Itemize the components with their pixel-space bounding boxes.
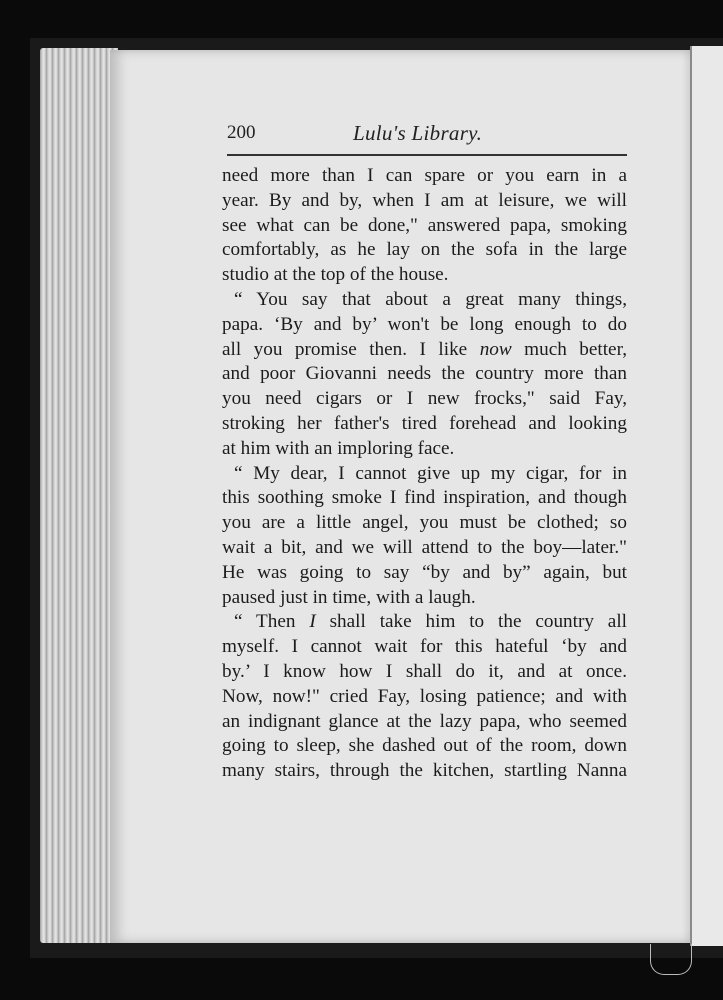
text-line: going to sleep, she dashed out of the room, down [222,735,627,757]
page-tab [650,944,692,975]
body-text [222,164,627,784]
text-line: comfortably, as he lay on the sofa in the large [222,239,627,261]
text-line: by.’ I know how I shall do it, and at once. [222,660,627,682]
page-header [227,122,627,152]
text-line: studio at the top of the house. [222,264,449,286]
text-line: papa. ‘By and by’ won't be long enough to do [222,313,627,335]
text-line: see what can be done," answered papa, smoking [222,214,627,236]
text-line: and poor Giovanni needs the country more than [222,363,627,385]
text-line: an indignant glance at the lazy papa, who seemed [222,710,627,732]
text-line: stroking her father's tired forehead and looking [222,412,627,434]
text-line: this soothing smoke I find inspiration, and though [222,487,627,509]
text-line: paused just in time, with a laugh. [222,586,476,608]
running-title: Lulu's Library. [353,121,483,145]
header-rule [227,154,627,156]
text-line: many stairs, through the kitchen, startling Nanna [222,760,627,782]
text-line: you are a little angel, you must be clothed; so [222,512,627,534]
text-line: at him with an imploring face. [222,437,455,459]
text-line: “ Then I shall take him to the country all [234,611,627,633]
text-line: you need cigars or I new frocks," said Fay, [222,388,627,410]
text-line: “ My dear, I cannot give up my cigar, for in [234,462,627,484]
text-line: He was going to say “by and by” again, but [222,561,627,583]
page-edges [40,48,118,943]
text-line: year. By and by, when I am at leisure, we will [222,189,627,211]
text-line: all you promise then. I like now much better, [222,338,627,360]
text-line: Now, now!" cried Fay, losing patience; and with [222,685,627,707]
text-line: “ You say that about a great many things, [234,288,627,310]
text-line: myself. I cannot wait for this hateful ‘by and [222,636,627,658]
text-line: wait a bit, and we will attend to the boy—later." [222,536,627,558]
facing-page-edge [690,46,723,946]
text-line: need more than I can spare or you earn in a [222,165,627,186]
page-number: 200 [227,122,256,143]
